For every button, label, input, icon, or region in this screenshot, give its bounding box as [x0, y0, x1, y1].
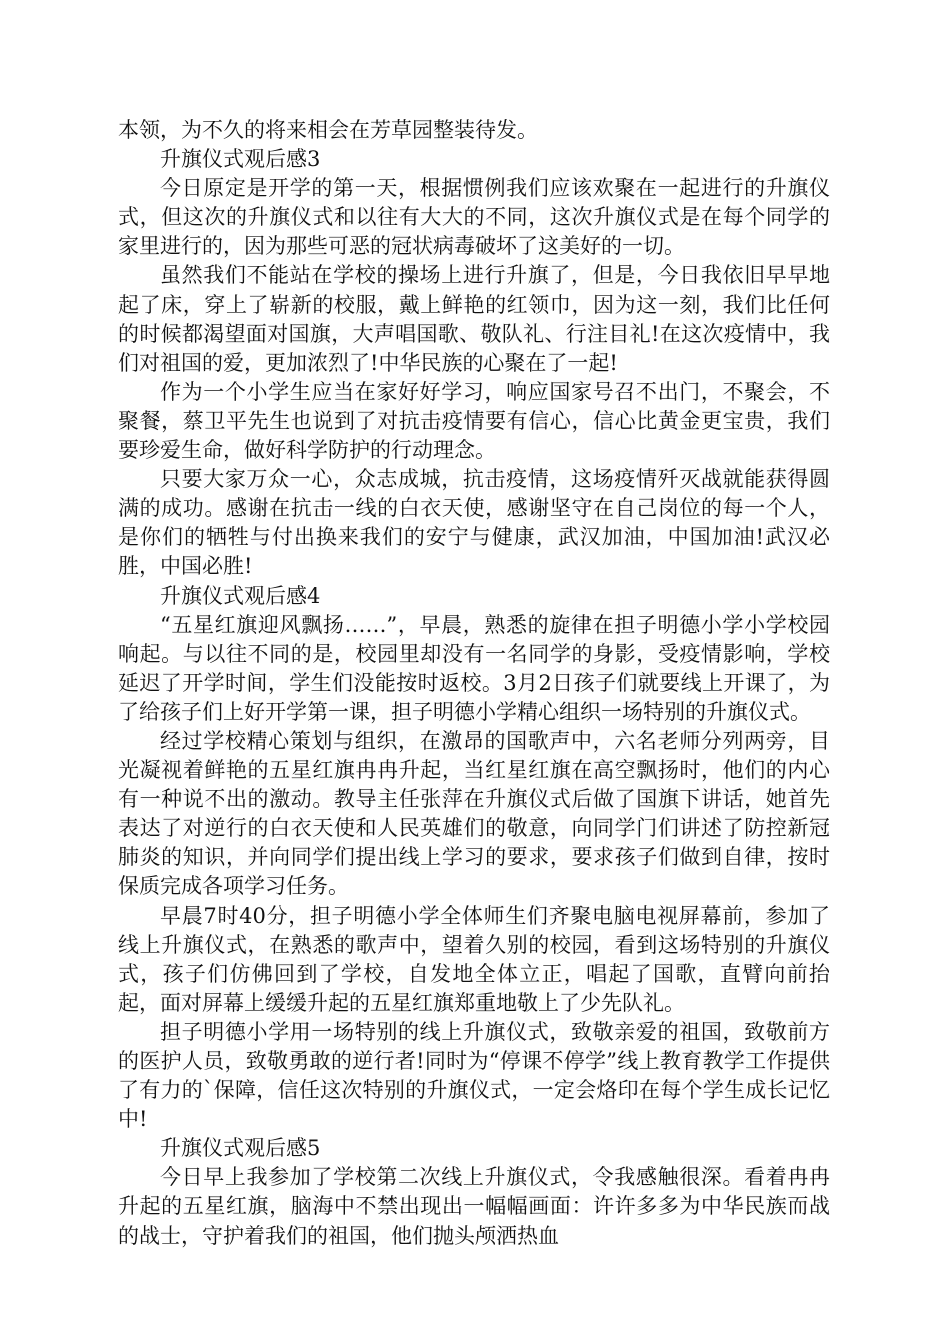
paragraph: 经过学校精心策划与组织，在激昂的国歌声中，六名老师分列两旁，目光凝视着鲜艳的五星红旗冉冉升起，当红星红旗在高空飘扬时，他们的内心有一种说不出的激动。教导主任张萍在升旗仪式后做了国旗下讲话，她首先表达了对逆行的白衣天使和人民英雄们的敬意，向同学门们讲述了防控新冠肺炎的知识，并向同学们提出线上学习的要求，要求孩子们做到自律，按时保质完成各项学习任务。	[118, 728, 830, 899]
paragraph: 今日早上我参加了学校第二次线上升旗仪式，令我感触很深。看着冉冉升起的五星红旗，脑海中不禁出现出一幅幅画面：许许多多为中华民族而战的战士，守护着我们的祖国，他们抛头颅洒热血	[118, 1165, 830, 1248]
paragraph: “五星红旗迎风飘扬……”，早晨，熟悉的旋律在担子明德小学小学校园响起。与以往不同的是，校园里却没有一名同学的身影，受疫情影响，学校延迟了开学时间，学生们没能按时返校。3月2日孩子们就要线上开课了，为了给孩子们上好开学第一课，担子明德小学精心组织一场特别的升旗仪式。	[118, 612, 830, 724]
paragraph: 只要大家万众一心，众志成城，抗击疫情，这场疫情歼灭战就能获得圆满的成功。感谢在抗击一线的白衣天使，感谢坚守在自己岗位的每一个人，是你们的牺牲与付出换来我们的安宁与健康，武汉加油，中国加油!武汉必胜，中国必胜!	[118, 467, 830, 579]
document-body	[118, 116, 830, 1251]
paragraph-continuation: 本领，为不久的将来相会在芳草园整装待发。	[118, 118, 538, 142]
section-heading-4: 升旗仪式观后感4	[160, 583, 321, 608]
paragraph: 早晨7时40分，担子明德小学全体师生们齐聚电脑电视屏幕前，参加了线上升旗仪式，在熟悉的歌声中，望着久别的校园，看到这场特别的升旗仪式，孩子们仿佛回到了学校，自发地全体立正，唱起了国歌，直臂向前抬起，面对屏幕上缓缓升起的五星红旗郑重地敬上了少先队礼。	[118, 903, 830, 1015]
paragraph: 今日原定是开学的第一天，根据惯例我们应该欢聚在一起进行的升旗仪式，但这次的升旗仪式和以往有大大的不同，这次升旗仪式是在每个同学的家里进行的，因为那些可恶的冠状病毒破坏了这美好的一切。	[118, 176, 830, 259]
paragraph: 虽然我们不能站在学校的操场上进行升旗了，但是，今日我依旧早早地起了床，穿上了崭新的校服，戴上鲜艳的红领巾，因为这一刻，我们比任何的时候都渴望面对国旗，大声唱国歌、敬队礼、行注目礼!在这次疫情中，我们对祖国的爱，更加浓烈了!中华民族的心聚在了一起!	[118, 263, 830, 375]
section-heading-3: 升旗仪式观后感3	[160, 147, 321, 172]
paragraph: 作为一个小学生应当在家好好学习，响应国家号召不出门，不聚会，不聚餐，蔡卫平先生也说到了对抗击疫情要有信心，信心比黄金更宝贵，我们要珍爱生命，做好科学防护的行动理念。	[118, 379, 830, 463]
paragraph: 担子明德小学用一场特别的线上升旗仪式，致敬亲爱的祖国，致敬前方的医护人员，致敬勇敢的逆行者!同时为“停课不停学”线上教育教学工作提供了有力的`保障，信任这次特别的升旗仪式，一定会烙印在每个学生成长记忆中!	[118, 1019, 830, 1132]
section-heading-5: 升旗仪式观后感5	[160, 1136, 321, 1161]
